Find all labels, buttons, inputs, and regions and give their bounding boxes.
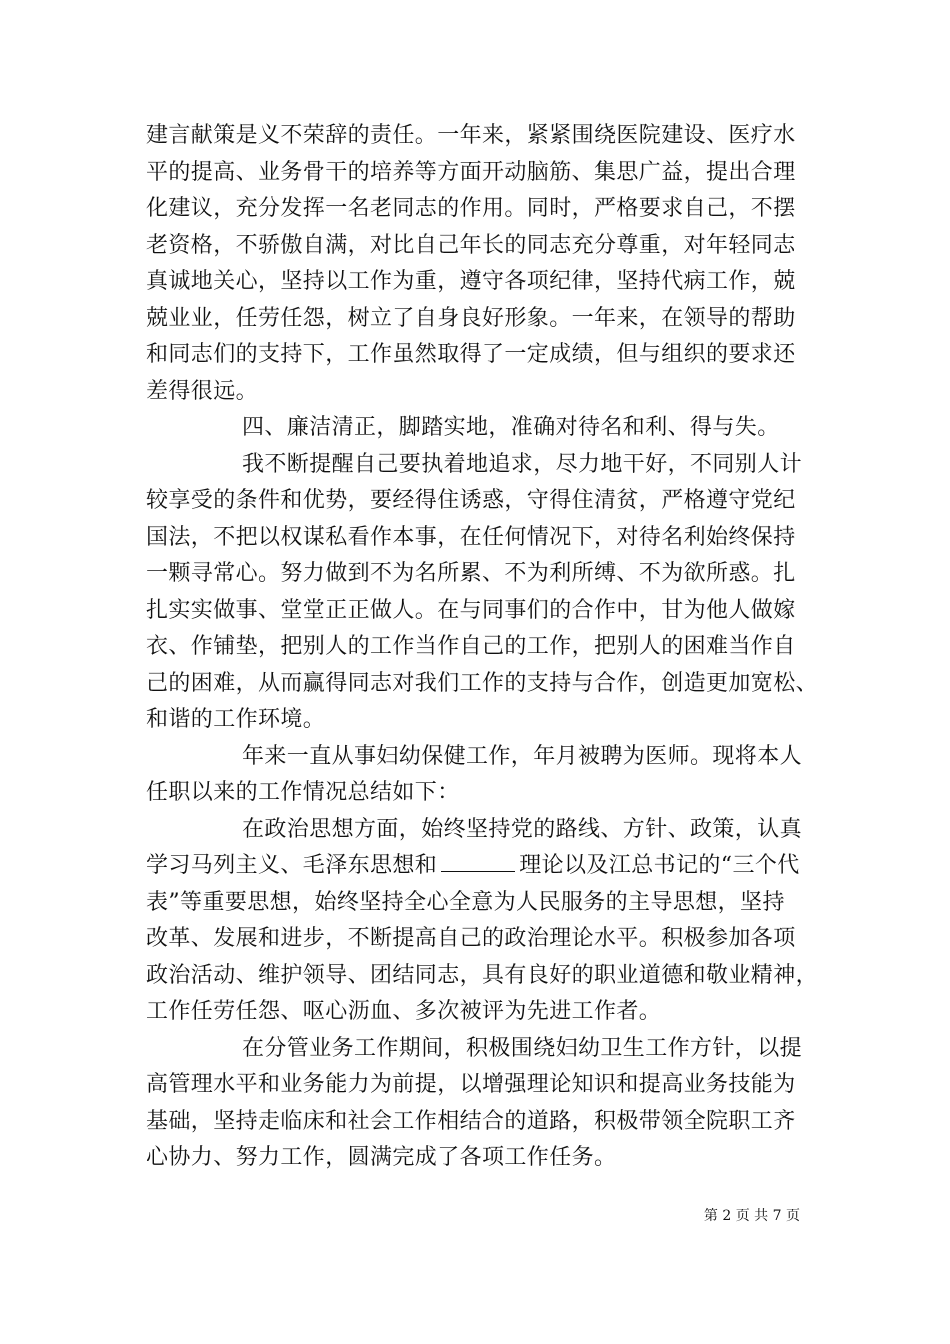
body-text [146,118,822,1177]
paragraph-line: 改革、发展和进步，不断提高自己的政治理论水平。积极参加各项 [146,926,796,951]
paragraph-line: 任职以来的工作情况总结如下： [146,780,460,805]
paragraph-line: 真诚地关心，坚持以工作为重，遵守各项纪律，坚持代病工作，兢 [146,269,796,294]
paragraph-line: 老资格，不骄傲自满，对比自己年长的同志充分尊重，对年轻同志 [146,232,796,258]
paragraph-line: 在分管业务工作期间，积极围绕妇幼卫生工作方针，以提 [242,1035,803,1061]
paragraph-line: 一颗寻常心。努力做到不为名所累、不为利所缚、不为欲所惑。扎 [146,561,796,586]
paragraph-line: 较享受的条件和优势，要经得住诱惑，守得住清贫，严格遵守党纪 [146,488,796,513]
page-number: 第 2 页 共 7 页 [703,1208,800,1224]
line-segment-after-blank: 理论以及江总书记的“三个代 [519,853,800,878]
paragraph-line: 差得很远。 [146,378,259,404]
paragraph-line: 化建议，充分发挥一名老同志的作用。同时，严格要求自己，不摆 [146,196,796,221]
paragraph-line: 工作任劳任怨、呕心沥血、多次被评为先进工作者。 [146,999,662,1024]
paragraph-line: 兢业业，任劳任怨，树立了自身良好形象。一年来，在领导的帮助 [146,305,796,331]
paragraph-line: 高管理水平和业务能力为前提，以增强理论知识和提高业务技能为 [146,1072,796,1097]
paragraph-line: 和同志们的支持下，工作虽然取得了一定成绩，但与组织的要求还 [146,342,796,367]
paragraph-line-with-blank [146,848,822,885]
fill-in-blank [441,851,515,872]
paragraph-line: 年来一直从事妇幼保健工作，年月被聘为医师。现将本人 [242,743,803,769]
paragraph-line: 建言献策是义不荣辞的责任。一年来，紧紧围绕医院建设、医疗水 [146,123,796,148]
paragraph-line: 己的困难，从而赢得同志对我们工作的支持与合作，创造更加宽松、 [146,670,819,696]
paragraph-line: 在政治思想方面，始终坚持党的路线、方针、政策，认真 [242,816,803,842]
paragraph-line: 衣、作铺垫，把别人的工作当作自己的工作，把别人的困难当作自 [146,634,796,659]
paragraph-line: 心协力、努力工作，圆满完成了各项工作任务。 [146,1145,617,1170]
paragraph-line: 政治活动、维护领导、团结同志，具有良好的职业道德和敬业精神， [146,962,819,988]
paragraph-line: 平的提高、业务骨干的培养等方面开动脑筋、集思广益，提出合理 [146,159,796,185]
line-segment-before-blank: 学习马列主义、毛泽东思想和 [146,853,438,878]
paragraph-line: 基础，坚持走临床和社会工作相结合的道路，积极带领全院职工齐 [146,1108,796,1134]
paragraph-line: 扎实实做事、堂堂正正做人。在与同事们的合作中，甘为他人做嫁 [146,597,796,623]
paragraph-line: 和谐的工作环境。 [146,707,326,732]
paragraph-line: 表”等重要思想，始终坚持全心全意为人民服务的主导思想，坚持 [146,889,785,915]
paragraph-line: 国法，不把以权谋私看作本事，在任何情况下，对待名利始终保持 [146,524,796,550]
paragraph-line: 我不断提醒自己要执着地追求，尽力地干好，不同别人计 [242,451,803,477]
section-heading: 四、廉洁清正，脚踏实地，准确对待名和利、得与失。 [242,415,780,440]
